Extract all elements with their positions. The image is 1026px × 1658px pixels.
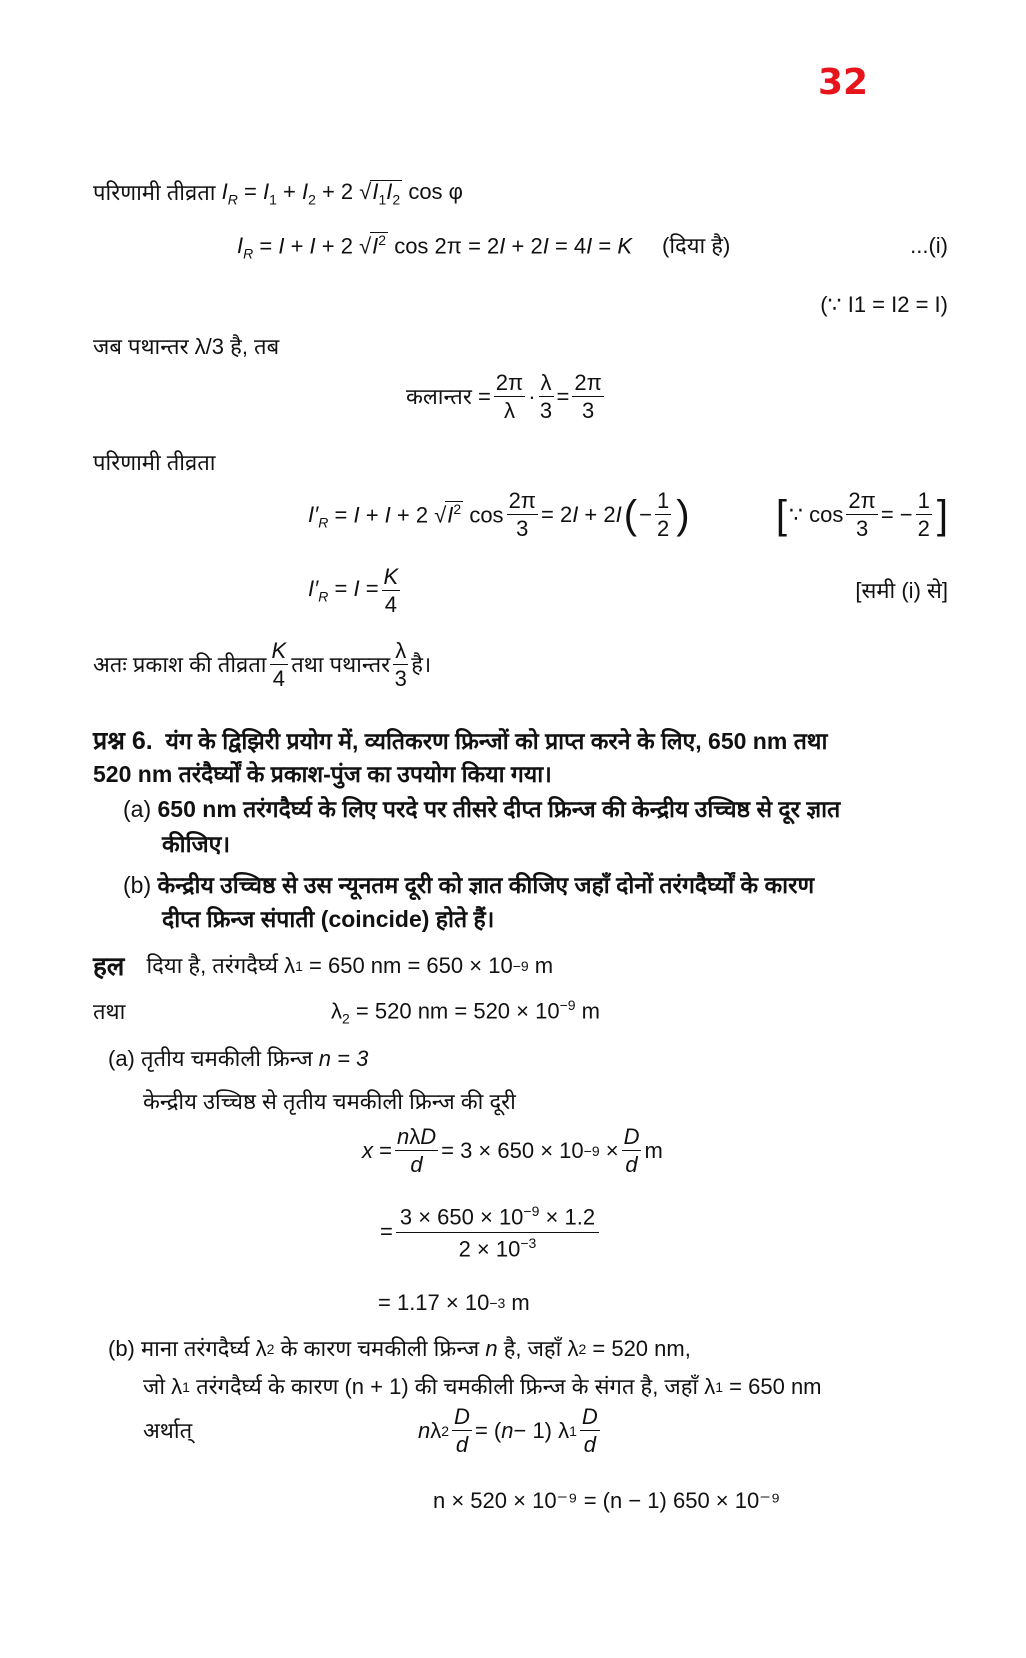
part-a-heading [108, 1048, 368, 1070]
value: = 3 × 650 × 10 [441, 1138, 584, 1163]
solution-label: हल [93, 951, 125, 981]
new-intensity-line: $I'_R = I + I + 2$ $√I^2$ cos $\frac{2\pi}{3}$ = 2I + 2I ( − 1 2 ) [ ∵ cos 2π 3 = − 1 2 ] [308, 488, 948, 541]
equation: $I'_R = I$ = [308, 576, 379, 605]
text: (b) माना तरंगदैर्घ्य [108, 1336, 250, 1361]
fringe-distance-substitution: = $3 \times 650 \times 10^{-9} \times 1.2$ $2 \times 10^{-3}$ [380, 1204, 602, 1261]
fringe-distance-result: = 1.17 × 10 −3 m [378, 1290, 530, 1315]
numerator-tail: × 1.2 [545, 1204, 596, 1230]
text: है, जहाँ [503, 1336, 562, 1361]
value: n = 3 [318, 1046, 369, 1071]
new-intensity-result [308, 566, 948, 616]
text: है। [411, 652, 432, 677]
resultant-intensity-label: परिणामी तीव्रता [93, 450, 216, 475]
fraction: λ 3 [539, 370, 553, 423]
text: तरंगदैर्घ्य के कारण (n + 1) की चमकीली फ्रिन्ज के संगत है, जहाँ [196, 1374, 699, 1399]
question-6 [93, 729, 827, 754]
value: = 1.17 × 10 [378, 1290, 490, 1315]
fraction: 1 2 [656, 488, 670, 541]
question-part-b [123, 874, 814, 897]
text: अतः प्रकाश की तीव्रता [93, 652, 267, 677]
text: अर्थात् [143, 1418, 193, 1443]
fraction: $\frac{2\pi}{3}$ [508, 488, 536, 541]
equation: $I'_R = I + I + 2$ $√I^2$ cos [308, 500, 504, 531]
label: परिणामी तीव्रता [93, 180, 216, 206]
note: (दिया है) [662, 233, 731, 259]
path-difference-line: जब पथान्तर λ/3 है, तब [93, 334, 280, 359]
label: कलान्तर [406, 384, 472, 409]
text: तथा [93, 999, 126, 1024]
denominator: 2 × 10 [458, 1236, 521, 1262]
text: जो [143, 1374, 166, 1399]
fraction: $\frac{K}{4}$ [383, 564, 399, 617]
value: = 520 nm, [592, 1336, 691, 1361]
part-b-line-2: जो λ 1 तरंगदैर्घ्य के कारण (n + 1) की चमकीली फ्रिन्ज के संगत है, जहाँ λ 1 = 650 nm [143, 1374, 822, 1399]
value: = 650 nm [729, 1374, 822, 1399]
part-b-equation: n × 520 × 10⁻⁹ = (n − 1) 650 × 10⁻⁹ [433, 1488, 781, 1513]
fraction: D d [623, 1124, 640, 1177]
text: दिया है, तरंगदैर्घ्य [146, 953, 278, 978]
part-b-condition: अर्थात् n λ 2 D d = ( n − 1) λ 1 D d [143, 1404, 598, 1457]
label: (a) [123, 796, 152, 822]
equation-ref: [समी (i) से] [855, 578, 948, 603]
value: = 520 nm = 520 × 10 [355, 998, 560, 1024]
text: (a) तृतीय चमकीली फ्रिन्ज [108, 1046, 313, 1071]
fraction: D d [581, 1404, 598, 1457]
text: 650 nm तरंगदैर्घ्य के लिए परदे पर तीसरे दीप्त फ्रिन्ज की केन्द्रीय उच्चिष्ठ से दूर ज्ञात [157, 796, 841, 822]
resultant-intensity-line [93, 180, 463, 206]
question-label: प्रश्न 6. [93, 727, 153, 755]
fraction: λ 3 [394, 638, 407, 691]
equation-i-line [237, 232, 948, 261]
fringe-distance-equation: x = nλD d = 3 × 650 × 10 −9 × D d m [362, 1124, 663, 1177]
label: (b) [123, 872, 152, 898]
page-number: 32 [818, 62, 869, 103]
text: के कारण चमकीली फ्रिन्ज [280, 1336, 480, 1361]
equation: $I_R = I + I + 2$ $√I^2$ cos 2π = 2I + 2I = 4I = K [237, 232, 633, 262]
phase-difference-line: कलान्तर = 2π λ · λ 3 = 2π 3 [406, 370, 602, 423]
fraction: $3 \times 650 \times 10^{-9} \times 1.2$ $2 \times 10^{-3}$ [396, 1204, 599, 1261]
solution-lambda2: तथा $\lambda_2 = 520$ nm = $520 \times 10^{-9}$ m [93, 997, 601, 1027]
solution-given: हल दिया है, तरंगदैर्घ्य λ 1 = 650 nm = 650 × 10 −9 m [93, 951, 554, 981]
fraction: D d [454, 1404, 470, 1457]
value: = 650 nm = 650 × 10 [309, 953, 513, 978]
fraction: 2π λ [495, 370, 524, 423]
question-part-b-2: दीप्त फ्रिन्ज संपाती (coincide) होते हैं। [162, 906, 495, 932]
fraction: 2π 3 [848, 488, 876, 541]
question-text-2: 520 nm तरंदैर्घ्यों के प्रकाश-पुंज का उपयोग किया गया। [93, 761, 552, 787]
numerator: 3 × 650 × 10 [399, 1204, 524, 1230]
part-a-distance-label: केन्द्रीय उच्चिष्ठ से तृतीय चमकीली फ्रिन्ज की दूरी [143, 1089, 516, 1114]
part-b-line-1: (b) माना तरंगदैर्घ्य λ 2 के कारण चमकीली फ्रिन्ज n है, जहाँ λ 2 = 520 nm, [108, 1336, 691, 1361]
question-part-a-2: कीजिए। [162, 831, 231, 857]
fraction: nλD d [396, 1124, 437, 1177]
fraction: 1 2 [917, 488, 930, 541]
equation-ref: ...(i) [910, 233, 948, 259]
question-text: यंग के द्विझिरी प्रयोग में, व्यतिकरण फ्रिन्जों को प्राप्त करने के लिए, 650 nm तथा [165, 728, 828, 754]
fraction: K 4 [271, 638, 287, 691]
fraction: 2π 3 [574, 370, 602, 423]
since-equation: (∵ I1 = I2 = I) [820, 292, 948, 317]
text: केन्द्रीय उच्चिष्ठ से उस न्यूनतम दूरी को ज्ञात कीजिए जहाँ दोनों तरंगदैर्घ्यों के कारण [157, 872, 815, 898]
text: तथा पथान्तर [291, 652, 391, 677]
since-note [820, 294, 948, 316]
question-part-a [123, 798, 840, 821]
conclusion-line [93, 640, 431, 690]
equation: $I_R = I_1 + I_2 + 2$ $√I_1I_2$ cos φ [221, 179, 463, 208]
